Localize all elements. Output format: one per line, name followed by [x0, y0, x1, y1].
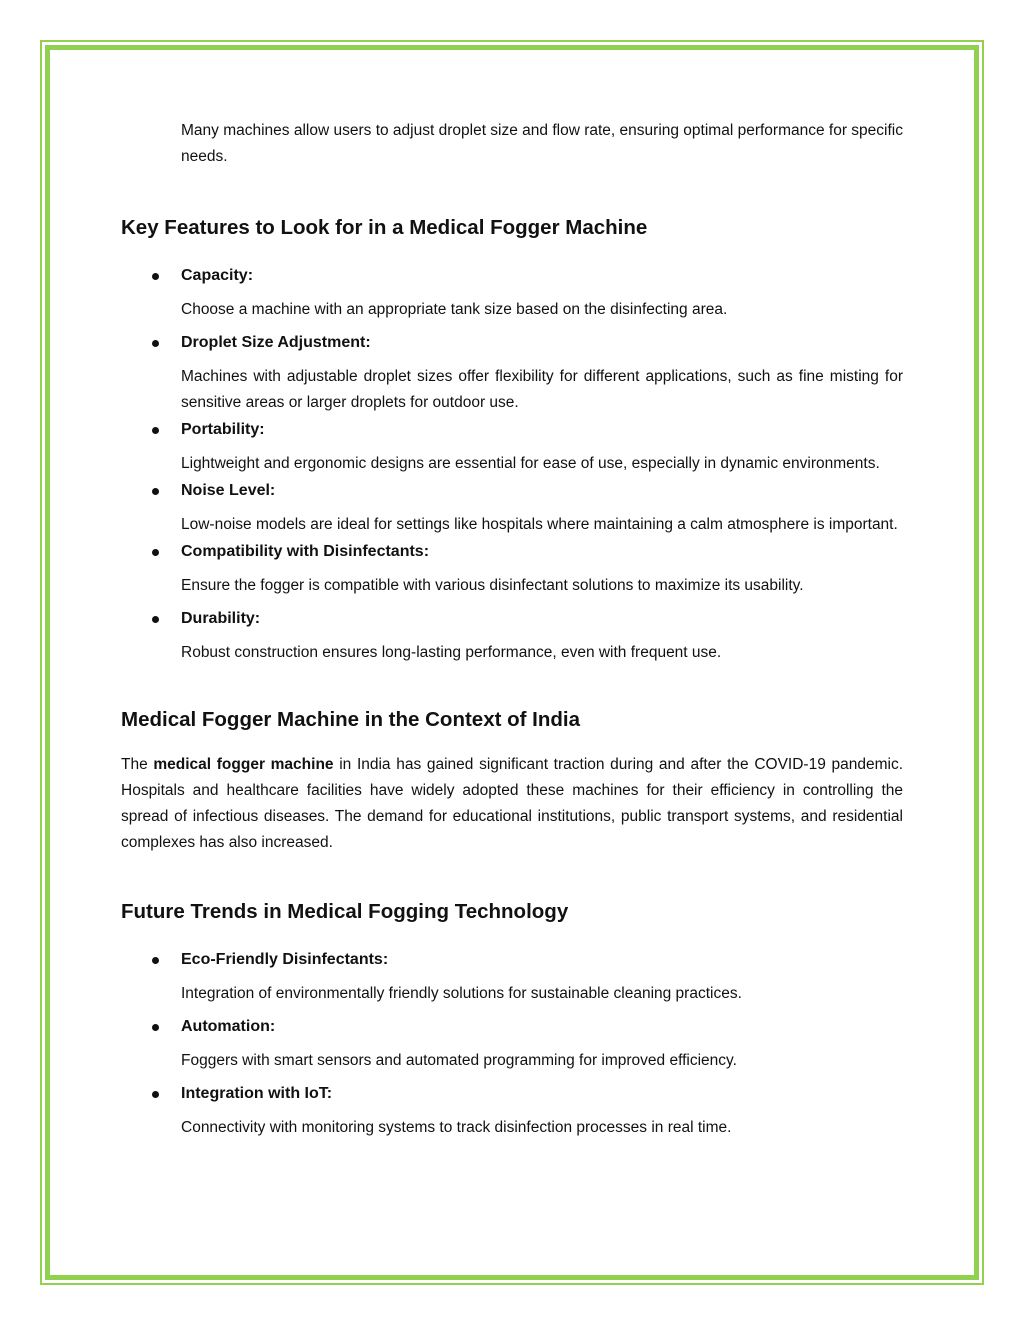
- future-trends-list: [121, 948, 903, 1141]
- document-body: [121, 118, 903, 1141]
- droplet-size-desc: Machines with adjustable droplet sizes offer flexibility for different applications, such as fine misting for sensitive areas or larger droplets for outdoor use.: [181, 368, 903, 411]
- india-para-rest: in India has gained significant traction during and after the COVID-19 pandemic. Hospitals and healthcare facilities have widely adopted these machines for their efficiency in controlling the spread of infectious diseases. The demand for educational institutions, public transport systems, and residential complexes has also increased.: [121, 756, 904, 851]
- list-item-title: [121, 948, 903, 972]
- automation-desc: Foggers with smart sensors and automated programming for improved efficiency.: [181, 1052, 737, 1069]
- eco-friendly-title: Eco-Friendly Disinfectants:: [181, 951, 389, 968]
- bullet-dot-icon: [152, 616, 159, 623]
- list-item-title: [121, 264, 903, 288]
- bullet-dot-icon: [152, 1091, 159, 1098]
- india-para-prefix: The: [121, 756, 154, 773]
- compatibility-title: Compatibility with Disinfectants:: [181, 543, 430, 560]
- list-item-title: [121, 607, 903, 631]
- noise-level-desc: Low-noise models are ideal for settings like hospitals where maintaining a calm atmosphere is important.: [181, 516, 898, 533]
- section-heading-india: Medical Fogger Machine in the Context of India: [121, 708, 581, 731]
- bullet-dot-icon: [152, 273, 159, 280]
- bullet-dot-icon: [152, 427, 159, 434]
- list-item-title: [121, 331, 903, 355]
- durability-desc: Robust construction ensures long-lasting performance, even with frequent use.: [181, 644, 722, 661]
- iot-desc: Connectivity with monitoring systems to track disinfection processes in real time.: [181, 1119, 732, 1136]
- bullet-dot-icon: [152, 957, 159, 964]
- bullet-dot-icon: [152, 549, 159, 556]
- bullet-dot-icon: [152, 488, 159, 495]
- portability-title: Portability:: [181, 421, 265, 438]
- list-item-title: [121, 1082, 903, 1106]
- list-item-title: [121, 540, 903, 564]
- automation-title: Automation:: [181, 1018, 276, 1035]
- compatibility-desc: Ensure the fogger is compatible with various disinfectant solutions to maximize its usability.: [181, 577, 804, 594]
- durability-title: Durability:: [181, 610, 261, 627]
- intro-paragraph: Many machines allow users to adjust droplet size and flow rate, ensuring optimal performance for specific needs.: [181, 122, 903, 165]
- list-item-title: [121, 479, 903, 503]
- eco-friendly-desc: Integration of environmentally friendly solutions for sustainable cleaning practices.: [181, 985, 742, 1002]
- iot-title: Integration with IoT:: [181, 1085, 333, 1102]
- key-features-list: [121, 264, 903, 666]
- list-item-title: [121, 418, 903, 442]
- section-heading-future-trends: Future Trends in Medical Fogging Technology: [121, 900, 569, 923]
- list-item-title: [121, 1015, 903, 1039]
- capacity-desc: Choose a machine with an appropriate tank size based on the disinfecting area.: [181, 301, 728, 318]
- india-para-bold-term: medical fogger machine: [153, 756, 334, 773]
- bullet-dot-icon: [152, 340, 159, 347]
- capacity-title: Capacity:: [181, 267, 254, 284]
- bullet-dot-icon: [152, 1024, 159, 1031]
- noise-level-title: Noise Level:: [181, 482, 276, 499]
- india-paragraph: [121, 752, 903, 856]
- section-heading-key-features: Key Features to Look for in a Medical Fogger Machine: [121, 216, 648, 239]
- portability-desc: Lightweight and ergonomic designs are essential for ease of use, especially in dynamic environments.: [181, 455, 880, 472]
- droplet-size-title: Droplet Size Adjustment:: [181, 334, 371, 351]
